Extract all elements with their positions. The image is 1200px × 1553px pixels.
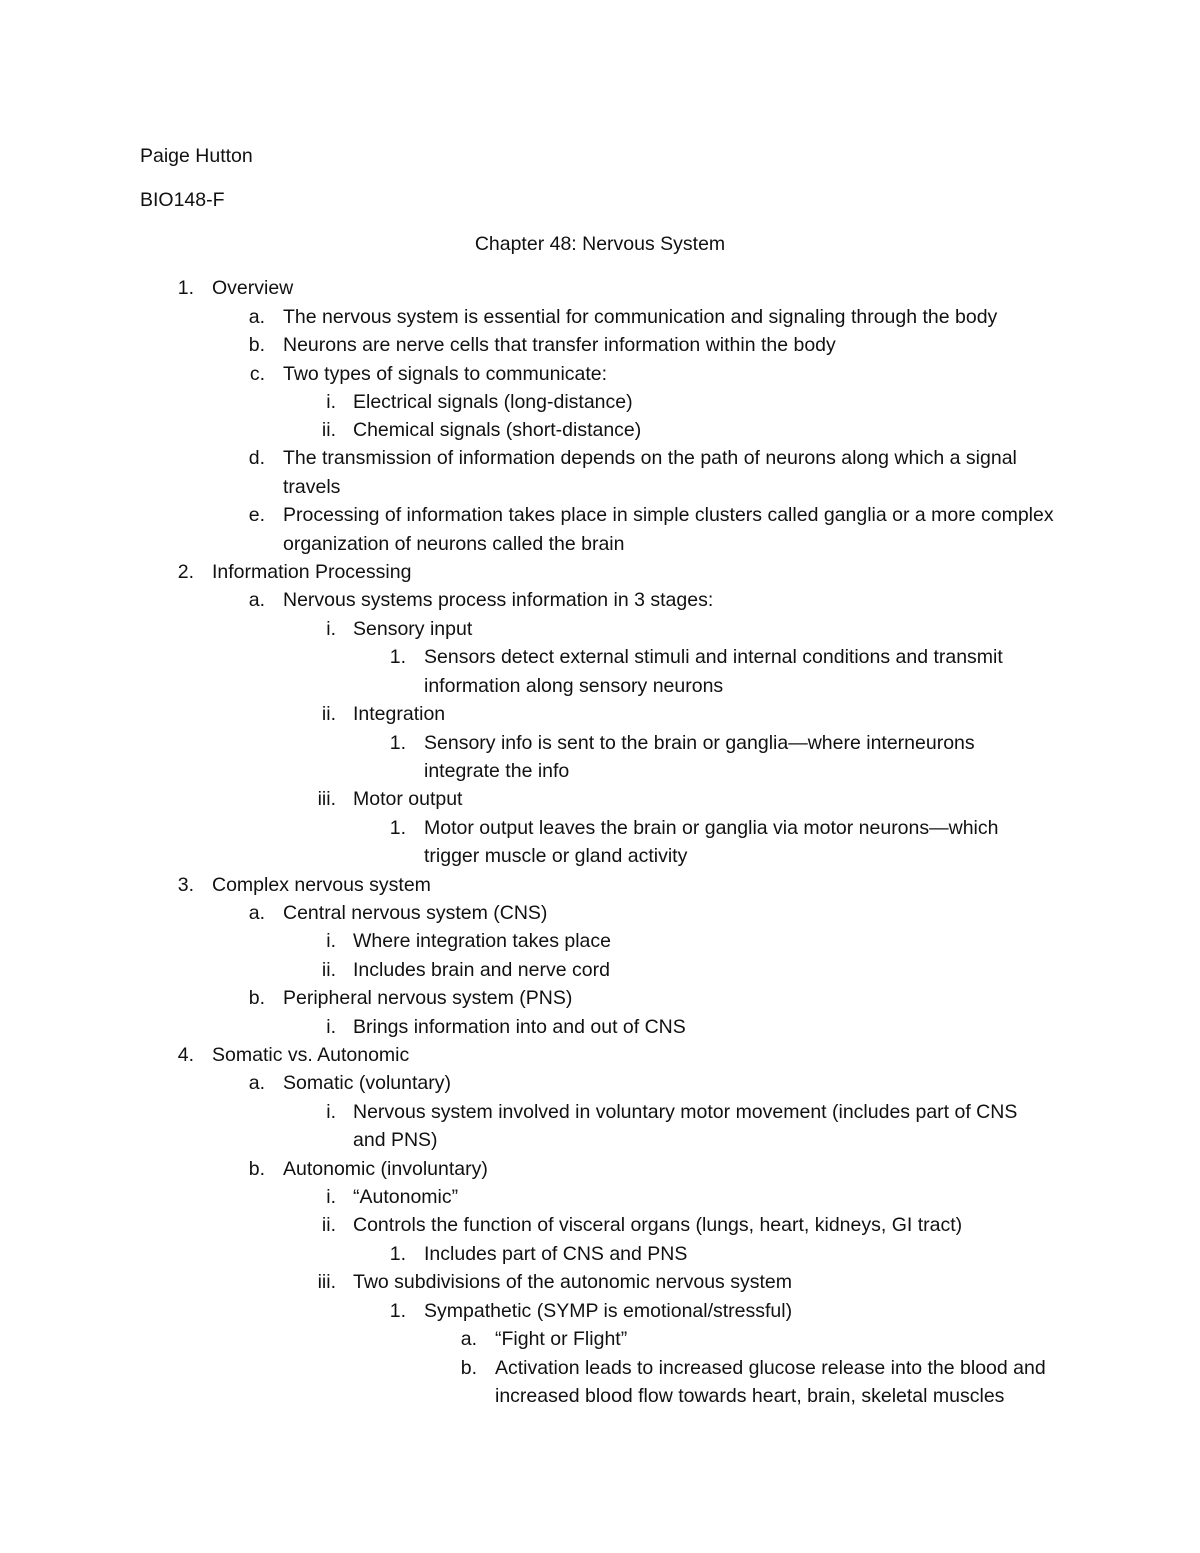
outline-item — [0, 1098, 1200, 1126]
outline-text: Autonomic (involuntary) — [283, 1158, 488, 1180]
outline-text: travels — [283, 476, 341, 498]
outline-item — [0, 1041, 1200, 1069]
outline-marker: b. — [460, 1357, 477, 1379]
outline-marker: i. — [326, 391, 336, 413]
outline-text: Two subdivisions of the autonomic nervous system — [353, 1271, 792, 1293]
outline-text: information along sensory neurons — [424, 675, 724, 697]
outline-text: Includes part of CNS and PNS — [424, 1243, 688, 1265]
outline-marker: a. — [248, 589, 265, 611]
outline-text: Motor output leaves the brain or ganglia via motor neurons—which — [424, 817, 999, 839]
outline-marker: 3. — [177, 874, 194, 896]
outline-item — [0, 643, 1200, 671]
outline-text: “Autonomic” — [353, 1186, 459, 1208]
outline-text: Processing of information takes place in simple clusters called ganglia or a more complex — [283, 504, 1054, 526]
outline-item — [0, 814, 1200, 842]
outline-item — [0, 558, 1200, 586]
outline-marker: 1. — [389, 1243, 406, 1265]
outline-item — [0, 615, 1200, 643]
outline-marker: 1. — [389, 817, 406, 839]
outline-marker: a. — [460, 1328, 477, 1350]
outline-marker: 4. — [177, 1044, 194, 1066]
outline-text: Information Processing — [212, 561, 412, 583]
outline-marker: 1. — [389, 646, 406, 668]
outline-text: Sensors detect external stimuli and internal conditions and transmit — [424, 646, 1003, 668]
outline-item — [0, 899, 1200, 927]
outline-marker: i. — [326, 1016, 336, 1038]
outline-text: Somatic vs. Autonomic — [212, 1044, 410, 1066]
outline-text: Sensory info is sent to the brain or ganglia—where interneurons — [424, 732, 975, 754]
outline-marker: 2. — [177, 561, 194, 583]
outline-marker: ii. — [321, 419, 336, 441]
outline-text: Two types of signals to communicate: — [283, 363, 608, 385]
outline-text: Sensory input — [353, 618, 473, 640]
outline-text: Where integration takes place — [353, 930, 611, 952]
outline-marker: ii. — [321, 959, 336, 981]
outline-text: Sympathetic (SYMP is emotional/stressful) — [424, 1300, 793, 1322]
outline-item — [0, 1325, 1200, 1353]
outline-text: Integration — [353, 703, 446, 725]
outline-item — [0, 700, 1200, 728]
outline-text: Complex nervous system — [212, 874, 431, 896]
outline-item — [0, 274, 1200, 302]
outline-item — [0, 473, 1200, 501]
outline-item — [0, 956, 1200, 984]
outline-text: Controls the function of visceral organs (lungs, heart, kidneys, GI tract) — [353, 1214, 963, 1236]
outline-marker: i. — [326, 1186, 336, 1208]
outline-item — [0, 757, 1200, 785]
outline-text: and PNS) — [353, 1129, 438, 1151]
outline-text: The nervous system is essential for communication and signaling through the body — [283, 306, 998, 328]
outline-text: The transmission of information depends on the path of neurons along which a signal — [283, 447, 1017, 469]
outline-item — [0, 586, 1200, 614]
outline-marker: c. — [249, 363, 265, 385]
outline-marker: i. — [326, 930, 336, 952]
outline-item — [0, 1211, 1200, 1239]
outline-marker: ii. — [321, 703, 336, 725]
outline-text: trigger muscle or gland activity — [424, 845, 688, 867]
outline-item — [0, 927, 1200, 955]
outline-item — [0, 842, 1200, 870]
outline-item — [0, 1183, 1200, 1211]
outline-marker: b. — [248, 1158, 265, 1180]
outline-item — [0, 331, 1200, 359]
outline-text: Neurons are nerve cells that transfer information within the body — [283, 334, 836, 356]
outline-marker: a. — [248, 1072, 265, 1094]
outline-text: Somatic (voluntary) — [283, 1072, 451, 1094]
outline-text: Nervous systems process information in 3 stages: — [283, 589, 714, 611]
outline-text: Activation leads to increased glucose release into the blood and — [495, 1357, 1046, 1379]
outline-marker: b. — [248, 334, 265, 356]
outline-marker: ii. — [321, 1214, 336, 1236]
outline-text: increased blood flow towards heart, brain, skeletal muscles — [495, 1385, 1005, 1407]
outline-item — [0, 360, 1200, 388]
outline-item — [0, 729, 1200, 757]
outline-marker: 1. — [389, 732, 406, 754]
outline-marker: 1. — [389, 1300, 406, 1322]
outline-item — [0, 1240, 1200, 1268]
outline-text: Overview — [212, 277, 294, 299]
outline-text: Brings information into and out of CNS — [353, 1016, 686, 1038]
outline-item — [0, 984, 1200, 1012]
outline-marker: i. — [326, 618, 336, 640]
outline-item — [0, 1155, 1200, 1183]
outline-item — [0, 1013, 1200, 1041]
outline-marker: d. — [248, 447, 265, 469]
outline-marker: iii. — [317, 788, 336, 810]
outline-marker: 1. — [177, 277, 194, 299]
outline-item — [0, 1069, 1200, 1097]
outline-item — [0, 444, 1200, 472]
outline-item — [0, 303, 1200, 331]
outline-item — [0, 672, 1200, 700]
outline-item — [0, 388, 1200, 416]
outline-item — [0, 1297, 1200, 1325]
outline-marker: a. — [248, 902, 265, 924]
outline-text: “Fight or Flight” — [495, 1328, 628, 1350]
outline-text: organization of neurons called the brain — [283, 533, 625, 555]
outline-item — [0, 871, 1200, 899]
outline-marker: a. — [248, 306, 265, 328]
outline-item — [0, 1382, 1200, 1410]
outline-item — [0, 501, 1200, 529]
outline-item — [0, 530, 1200, 558]
outline-item — [0, 1354, 1200, 1382]
outline-text: Electrical signals (long-distance) — [353, 391, 633, 413]
outline-marker: b. — [248, 987, 265, 1009]
outline-text: Peripheral nervous system (PNS) — [283, 987, 573, 1009]
author-name: Paige Hutton — [140, 145, 253, 167]
course-code: BIO148-F — [140, 189, 225, 211]
outline-text: Motor output — [353, 788, 463, 810]
outline-text: Central nervous system (CNS) — [283, 902, 548, 924]
outline-item — [0, 1268, 1200, 1296]
outline-text: Chemical signals (short-distance) — [353, 419, 642, 441]
outline-text: Includes brain and nerve cord — [353, 959, 610, 981]
outline-item — [0, 416, 1200, 444]
document-title: Chapter 48: Nervous System — [474, 233, 726, 255]
outline-item — [0, 785, 1200, 813]
outline-item — [0, 1126, 1200, 1154]
outline-marker: i. — [326, 1101, 336, 1123]
outline-text: integrate the info — [424, 760, 570, 782]
outline-marker: iii. — [317, 1271, 336, 1293]
outline-text: Nervous system involved in voluntary motor movement (includes part of CNS — [353, 1101, 1018, 1123]
outline-marker: e. — [248, 504, 265, 526]
